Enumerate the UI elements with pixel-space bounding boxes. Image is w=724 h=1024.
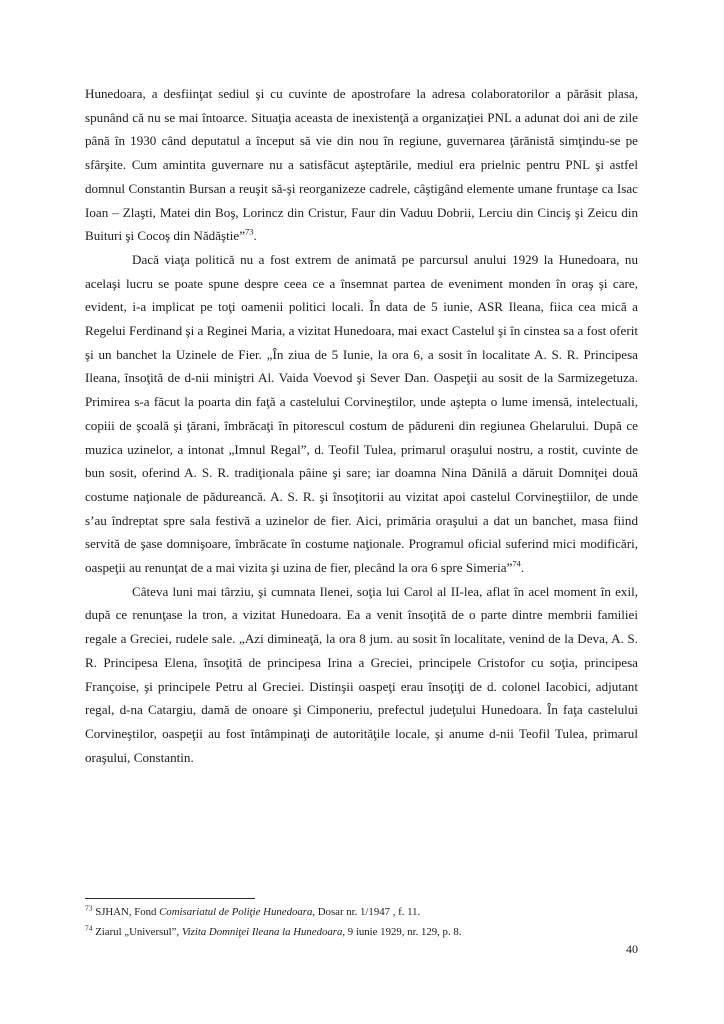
page-number: 40 <box>626 942 638 956</box>
footnote-text-before: Ziarul „Universul”, <box>92 925 182 938</box>
footnote-text-italic: Vizita Domniţei Ileana la Hunedoara <box>181 925 343 938</box>
body-paragraph-1 <box>85 82 638 248</box>
footnote-text-after: , 9 iunie 1929, nr. 129, p. 8. <box>342 925 462 938</box>
footnote-marker-73: 73 <box>85 903 93 913</box>
footnote-reference-73: 73 <box>245 226 254 237</box>
footnote-73 <box>85 903 638 923</box>
body-text-block <box>85 82 638 769</box>
body-paragraph-2 <box>85 248 638 580</box>
footnote-74 <box>85 923 638 943</box>
paragraph-tail: . <box>253 228 257 244</box>
paragraph-text: Dacă viaţa politică nu a fost extrem de animată pe parcursul anului 1929 la Hunedoara, nu acelaşi lucru se poate spune despre ceea ce a însemnat partea de eveniment monden în oraş şi care, evident, i-a implicat pe toţi oamenii politici locali. În data de 5 iunie, ASR Ileana, fiica cea mică a Regelui Ferdinand şi a Reginei Maria, a vizitat Hunedoara, mai exact Castelul şi în cinstea sa a fost oferit şi un banchet la Uzinele de Fier. „În ziua de 5 Iunie, la ora 6, a sosit în localitate A. S. R. Principesa Ileana, însoţită de d-nii miniştri Al. Vaida Voevod şi Sever Dan. Oaspeţii au sosit de la Sarmizegetuza. Primirea s-a făcut la poarta din faţă a castelului Corvineştilor, unde aştepta o lume imensă, intelectuali, copiii de şcoală şi ţărani, îmbrăcaţi în pitorescul costum de pădureni din regiunea Ghelarului. După ce muzica uzinelor, a intonat „Imnul Regal”, d. Teofil Tulea, primarul oraşului nostru, a rostit, cuvinte de bun sosit, oferind A. S. R. tradiţionala pâine şi sare; iar doamna Nina Dănilă a dăruit Domniţei două costume naţionale de pădureancă. A. S. R. şi însoţitorii au vizitat apoi castelul Corvineştiilor, de unde s’au îndreptat spre sala festivă a uzinelor de fier. Aici, primăria oraşului a dat un banchet, masa fiind servită de şase domnişoare, îmbrăcate în costume naţionale. Programul oficial suferind mici modificări, oaspeţii au renunţat de a mai vizita şi uzina de fier, plecând la ora 6 spre Simeria” <box>85 251 638 576</box>
footnote-separator <box>85 898 255 899</box>
paragraph-text: Hunedoara, a desfiinţat sediul şi cu cuvinte de apostrofare la adresa colaboratorilor a părăsit plasa, spunând că nu se mai întoarce. Situaţia aceasta de inexistenţă a organizaţiei PNL a adunat doi ani de zile până în 1930 când deputatul a început să vie din nou în regiune, guvernarea ţărănistă simţindu-se pe sfârşite. Cum amintita guvernare nu a satisfăcut aşteptările, mediul era prielnic pentru PNL şi astfel domnul Constantin Bursan a reuşit să-şi reorganizeze cadrele, câştigând elemente umane fruntaşe ca Isac Ioan – Zlaşti, Matei din Boş, Lorincz din Cristur, Faur din Vaduu Dobrii, Lerciu din Cinciş şi Zeicu din Buituri şi Cocoş din Nădăştie” <box>85 86 638 244</box>
footnote-reference-74: 74 <box>512 558 521 569</box>
paragraph-text: Câteva luni mai târziu, şi cumnata Ilenei, soţia lui Carol al II-lea, aflat în acel moment în exil, după ce renunţase la tron, a vizitat Hunedoara. Ea a venit însoţită de o parte dintre membrii familiei regale a Greciei, rudele sale. „Azi dimineaţă, la ora 8 jum. au sosit în localitate, venind de la Deva, A. S. R. Principesa Elena, însoţită de principesa Irina a Greciei, principele Cristofor cu soţia, principesa Françoise, şi principele Petru al Greciei. Distinşii oaspeţi erau însoţiţi de d. colonel Iacobici, adjutant regal, d-na Catargiu, damă de onoare şi Cimponeriu, prefectul judeţului Hunedoara. În faţa castelului Corvineştilor, oaspeţii au fost întâmpinaţi de autorităţile locale, şi anume d-nii Teofil Tulea, primarul oraşului, Constantin. <box>85 583 638 765</box>
footnote-marker-74: 74 <box>85 922 93 932</box>
paragraph-tail: . <box>520 560 525 576</box>
footnote-text-after: , Dosar nr. 1/1947 , f. 11. <box>312 906 421 918</box>
footnote-text-italic: Comisariatul de Poliţie Hunedoara <box>159 906 313 918</box>
body-paragraph-3 <box>85 580 638 770</box>
footnotes-block <box>85 898 638 942</box>
footnote-text-before: SJHAN, Fond <box>92 906 160 918</box>
